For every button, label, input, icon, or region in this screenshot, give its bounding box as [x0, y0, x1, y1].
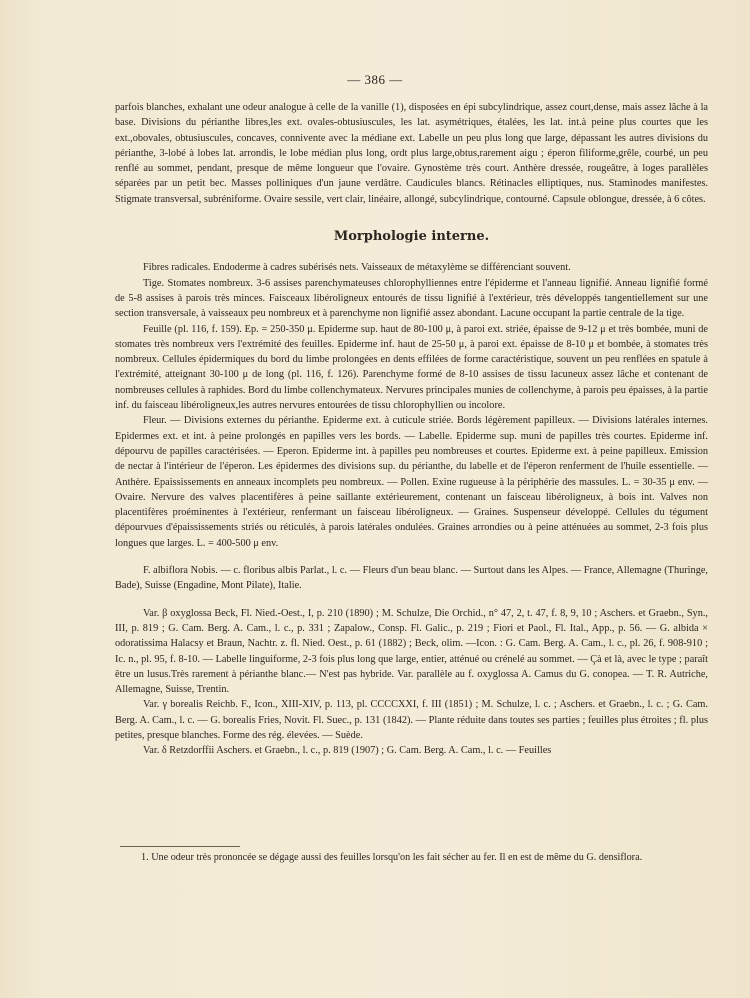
paragraph-var-borealis: Var. γ borealis Reichb. F., Icon., XIII-XIV, p. 113, pl. CCCCXXI, f. III (1851) ; M. Schulze, l. c. ; Aschers. et Graebn., l. c. ; G. Cam. Berg. A. Cam., l. c. — G. borealis Fries, Novit. Fl. Suec., p. 131 (1842). — Plante réduite dans toutes ses parties ; feuilles plus étroites ; fl. plus petites, presque blanches. Forme des rég. élevées. — Suède. [115, 699, 708, 741]
paragraph-albiflora: F. albiflora Nobis. — c. floribus albis Parlat., l. c. — Fleurs d'un beau blanc. — Surtout dans les Alpes. — France, Allemagne (Thuringe, Bade), Suisse (Engadine, Mont Pilate), Italie. [115, 565, 708, 592]
footnote: 1. Une odeur très prononcée se dégage aussi des feuilles lorsqu'on les fait sécher au fer. Il en est de même du G. densiflora. [141, 852, 643, 863]
footnote-divider [120, 846, 240, 847]
paragraph-fibres-radicales: Fibres radicales. Endoderme à cadres subérisés nets. Vaisseaux de métaxylème se différenciant souvent. [143, 262, 571, 274]
page-number: — 386 — [347, 72, 403, 87]
paragraph-fleur: Fleur. — Divisions externes du périanthe. Epiderme ext. à cuticule striée. Bords légèrement papilleux. — Divisions latérales internes. Epidermes ext. et int. à peine prolongés en papilles vers les bords. — Labelle. Epiderme sup. muni de papilles très courtes. Epiderme inf. dépourvu de papilles caractérisées. — Eperon. Epiderme int. à papilles peu nombreuses et courtes. Epiderme ext. à peine papilleux. Emission de nectar à l'intérieur de l'éperon. Les épidermes des divisions sup. du périanthe, du labelle et de l'éperon renferment de l'huile essentielle. — Anthère. Epaississements en anneaux incomplets peu nombreux. — Pollen. Exine rugueuse à la périphérie des massules. L. = 30-35 μ env. — Ovaire. Nervure des valves placentifères à peine saillante extérieurement, contenant un faisceau libéroligneux, à bois int. Valves non placentifères proéminentes à l'extérieur, renfermant un faisceau libéroligneux. — Graines. Suspenseur développé. Cellules du tégument dépourvues d'épaississements striés ou réticulés, à parois latérales ondulées. Graines arrondies ou à peine atténuées au sommet, 2-3 fois plus longues que larges. L. = 400-500 μ env. [115, 415, 708, 549]
section-title: Morphologie interne. [333, 229, 490, 245]
paragraph-tige: Tige. Stomates nombreux. 3-6 assises parenchymateuses chlorophylliennes entre l'épiderme et l'anneau lignifié. Anneau lignifié formé de 5-8 assises à parois très minces. Faisceaux libéroligneux entourés de tissu lignifié à l'extérieur, très développés tangentiellement sur une section transversale, à vaisseaux peu nombreux et à parenchyme non lignifié assez abondant. Lacune occupant la partie centrale de la tige. [115, 277, 708, 320]
page-body [115, 100, 708, 759]
paragraph-feuille: Feuille (pl. 116, f. 159). Ep. = 250-350 μ. Epiderme sup. haut de 80-100 μ, à paroi ext. striée, épaisse de 9-12 μ et très bombée, muni de stomates très nombreux vers l'extrémité des feuilles. Epiderme inf. haut de 25-50 μ, à paroi ext. épaisse de 8-10 μ et bombée, à stomates très nombreux. Cellules épidermiques du bord du limbe prolongées en dents effilées de forme caractéristique, souvent un peu renflées en spatule à l'extrémité, atteignant 30-100 μ de long (pl. 116, f. 126). Parenchyme formé de 8-10 assises de tissu lacuneux assez lâche et contenant de nombreuses cellules à raphides. Bord du limbe collenchymateux. Nervures principales munies de collenchyme, à parois peu épaisses, à la partie inf. du faisceau libéroligneux,les autres nervures entourées de tissu chlorophyllien ou incolore. [115, 323, 708, 412]
paragraph-var-oxyglossa: Var. β oxyglossa Beck, Fl. Nied.-Oest., I, p. 210 (1890) ; M. Schulze, Die Orchid., n° 47, 2, t. 47, f. 8, 9, 10 ; Aschers. et Graebn., Syn., III, p. 819 ; G. Cam. Berg. A. Cam., l. c., p. 331 ; Zapalow., Consp. Fl. Galic., p. 219 ; Fiori et Paol., Fl. Ital., App., p. 56. — G. albida × odoratissima Halacsy et Braun, Nachtr. z. fl. Nied. Oest., p. 61 (1882) ; Beck, olim. —Icon. : G. Cam. Berg. A. Cam., l. c., pl. 26, f. 908-910 ; Ic. n., pl. 95, f. 8-10. — Labelle linguiforme, 2-3 fois plus long que large, entier, atténué ou crénelé au sommet. — Çà et là, avec le type ; paraît être un lusus.Très rarement à périanthe blanc.— N'est pas hybride. Var. parallèle au f. oxyglossa A. Camus du G. conopea. — T. R. Autriche, Allemagne, Suisse, Trentin. [115, 607, 708, 696]
paragraph-var-retzdorffii: Var. δ Retzdorffii Aschers. et Graebn., l. c., p. 819 (1907) ; G. Cam. Berg. A. Cam., l. c. — Feuilles [143, 745, 552, 757]
description-paragraph: parfois blanches, exhalant une odeur analogue à celle de la vanille (1), disposées en épi subcylindrique, assez court,dense, mais assez lâche à la base. Divisions du périanthe libres,les ext. ovales-obtusiuscules, les lat. asymétriques, étalées, les lat. int.à peine plus courtes que les ext.,obovales, obtusiuscules, concaves, connivente avec la médiane ext. Labelle un peu plus long que large, dépassant les autres divisions du périanthe, 3-lobé à lobes lat. arrondis, le lobe médian plus long, ordt plus large,obtus,rarement aigu ; éperon filiforme,grêle, courbé, un peu renflé au sommet, pendant, presque de même longueur que l'ovaire. Gynostème très court. Anthère dressée, rougeâtre, à loges parallèles séparées par un petit bec. Masses polliniques d'un jaune verdâtre. Caudicules blancs. Rétinacles elliptiques, nus. Staminodes manifestes. Stigmate transversal, subréniforme. Ovaire sessile, vert clair, linéaire, allongé, subcylindrique, contourné. Capsule oblongue, dressée, à 6 côtes. [115, 102, 708, 205]
